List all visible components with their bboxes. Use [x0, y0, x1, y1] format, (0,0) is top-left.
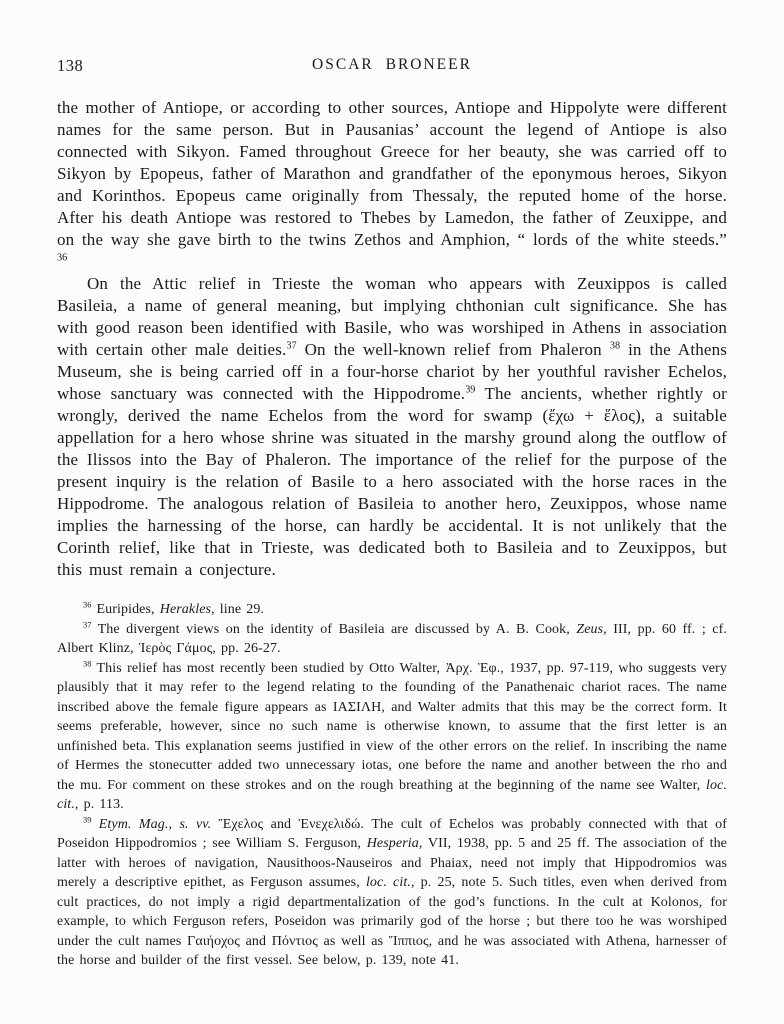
running-head: OSCAR BRONEER [312, 56, 472, 73]
footnote-38: $^{38}$ This relief has most recently been studied by Otto Walter, Ἀρχ. Ἐφ., 1937, pp. 97-119, who suggests very plausibly that it may refer to the legend relating to the founding of the Panathenaic chariot races. The name inscribed above the female figure appears as ΙΑΣΙΛΗ, and Walter admits that this may be the correct form. It seems preferable, however, since no such name is otherwise known, to assume that the first letter is an unfinished beta. This explanation seems justified in view of the other errors on the relief. In inscribing the name of Hermes the stonecutter added two unnecessary iotas, one before the name and another between the rho and the mu. For comment on these strokes and on the rough breathing at the beginning of the name see Walter, loc. cit., p. 113. [57, 658, 727, 812]
footnote-36: $^{36}$ Euripides, Herakles, line 29. [83, 600, 265, 617]
body-paragraph-2: On the Attic relief in Trieste the woman who appears with Zeuxippos is called Basileia, a name of general meaning, but implying chthonian cult significance. She has with good reason been identified with Basile, who was worshiped in Athens in association with certain other male deities.$^{37}$ On the well-known relief from Phaleron $^{38}$ in the Athens Museum, she is being carried off in a four-horse chariot by her youthful ravisher Echelos, whose sanctuary was connected with the Hippodrome.$^{39}$ The ancients, whether rightly or wrongly, derived the name Echelos from the word for swamp (ἔχω + ἕλος), a suitable appellation for a hero whose shrine was situated in the marshy ground along the outflow of the Ilissos into the Bay of Phaleron. The importance of the relief for the purpose of the present inquiry is the relation of Basile to a hero associated with the horse races in the Hippodrome. The analogous relation of Basileia to another hero, Zeuxippos, whose name implies the harnessing of the horse, can hardly be accidental. It is not unlikely that the Corinth relief, like that in Trieste, was dedicated both to Basileia and to Zeuxippos, but this must remain a conjecture. [57, 274, 727, 579]
page-number: 138 [57, 56, 84, 75]
footnote-37: $^{37}$ The divergent views on the identity of Basileia are discussed by A. B. Cook, Zeus, III, pp. 60 ff. ; cf. Albert Klinz, Ἱερὸς Γάμος, pp. 26-27. [57, 619, 727, 656]
body-text [57, 97, 727, 581]
body-paragraph-1: the mother of Antiope, or according to other sources, Antiope and Hippolyte were different names for the same person. But in Pausanias’ account the legend of Antiope is also connected with Sikyon. Famed throughout Greece for her beauty, she was carried off to Sikyon by Epopeus, father of Marathon and grandfather of the eponymous heroes, Sikyon and Korinthos. Epopeus came originally from Thessaly, the reputed home of the horse. After his death Antiope was restored to Thebes by Lamedon, the father of Zeuxippe, and on the way she gave birth to the twins Zethos and Amphion, “ lords of the white steeds.” $^{36}$ [57, 98, 727, 264]
page-header [57, 56, 727, 76]
footnote-39: $^{39}$ Etym. Mag., s. vv. Ἔχελος and Ἐνεχελιδώ. The cult of Echelos was probably connected with that of Poseidon Hippodromios ; see William S. Ferguson, Hesperia, VII, 1938, pp. 5 and 25 ff. The association of the latter with heroes of navigation, Nausithoos-Nauseiros and Phaiax, need not imply that Hippodromios was merely a descriptive epithet, as Ferguson assumes, loc. cit., p. 25, note 5. Such titles, even when derived from cult practices, do not imply a rigid departmentalization of the god’s functions. In the cult at Kolonos, for example, to which Ferguson refers, Poseidon was primarily god of the horse ; but there too he was worshiped under the cult names Γαιήοχος and Πόντιος as well as Ἵππιος, and he was associated with Athena, harnesser of the horse and builder of the first vessel. See below, p. 139, note 41. [57, 814, 727, 968]
footnotes-section [57, 600, 727, 971]
